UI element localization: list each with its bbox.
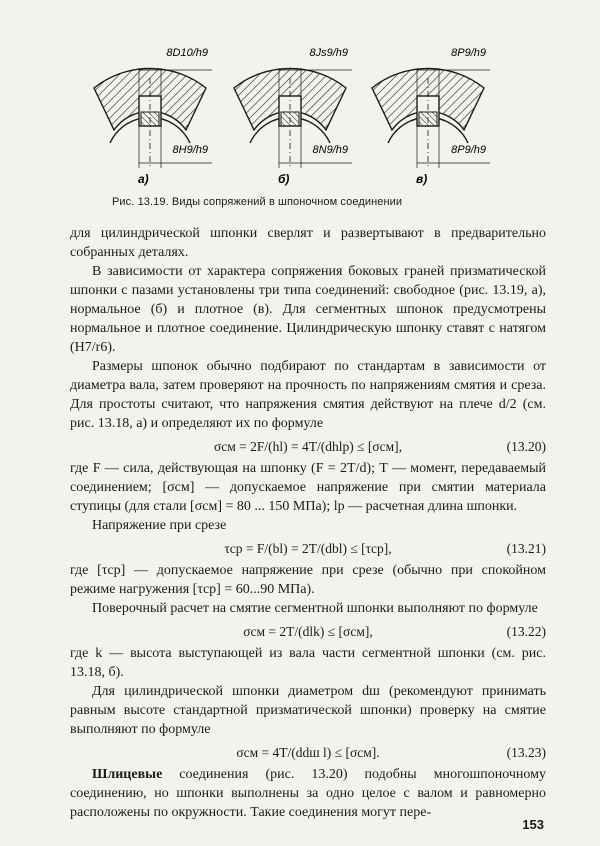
paragraph: где k — высота выступающей из вала части сегментной шпонки (см. рис. 13.18, б).: [70, 646, 546, 680]
panel-letter-c: в): [416, 172, 428, 186]
body-text: [70, 224, 546, 822]
paragraph: Напряжение при срезе: [92, 518, 227, 533]
fit-label-b-top: 8Js9/h9: [309, 47, 348, 59]
formula-expression: σсм = 2F/(hl) = 4T/(dhlр) ≤ [σсм],: [213, 439, 403, 454]
formula-13-21: [70, 535, 546, 561]
paragraph: Поверочный расчет на смятие сегментной шпонки выполняют по формуле: [92, 601, 538, 616]
panel-c: [372, 47, 490, 186]
formula-13-20: [70, 433, 546, 459]
fit-label-b-bottom: 8N9/h9: [312, 144, 348, 156]
fit-label-a-bottom: 8H9/h9: [172, 144, 208, 156]
key-fit-diagrams: [90, 18, 510, 193]
formula-expression: σсм = 4T/(ddш l) ≤ [σсм].: [236, 745, 380, 760]
formula-13-22: [70, 618, 546, 644]
formula-13-23: [70, 739, 546, 765]
paragraph: Размеры шпонок обычно подбирают по стандартам в зависимости от диаметра вала, затем проверяют на прочность по напряжениям смятия и среза. Для простоты считают, что напряжения смятия действуют на плече d/2 (см. рис. 13.18, а) и определяют их по формуле: [70, 359, 546, 431]
figure-13-19: [90, 18, 510, 193]
paragraph: Для цилиндрической шпонки диаметром dш (рекомендуют принимать равным высоте стандартной призматической шпонки) проверку на смятие выполняют по формуле: [70, 684, 546, 737]
paragraph: где [τср] — допускаемое напряжение при срезе (обычно при спокойном режиме нагружения [τср] = 60...90 МПа).: [70, 563, 546, 597]
fit-label-c-top: 8P9/h9: [451, 47, 486, 59]
panel-letter-a: а): [138, 172, 149, 186]
paragraph: В зависимости от характера сопряжения боковых граней призматической шпонки с пазами установлены три типа соединений: свободное (рис. 13.19, а), нормальное (б) и плотное (в). Для сегментных шпонок предусмотрены нормальное и плотное соединение. Цилиндрическую шпонку ставят с натягом (H7/r6).: [70, 264, 546, 355]
formula-number: (13.23): [506, 745, 546, 760]
term-spline: Шлицевые: [92, 767, 163, 782]
formula-expression: σсм = 2T/(dlk) ≤ [σсм],: [243, 624, 373, 639]
formula-number: (13.22): [506, 624, 546, 639]
fit-label-c-bottom: 8P9/h9: [451, 144, 486, 156]
paragraph: для цилиндрической шпонки сверлят и развертывают в предварительно собранных деталях.: [70, 226, 546, 260]
fit-label-a-top: 8D10/h9: [166, 47, 208, 59]
panel-b: [234, 47, 352, 186]
paragraph: где F — сила, действующая на шпонку (F = 2T/d); T — момент, передаваемый соединением; [σсм] — допускаемое напряжение при смятии материала ступицы (для стали [σсм] = 80 ... 150 МПа); lр — расчетная длина шпонки.: [70, 461, 546, 514]
paragraph-rest: соединения (рис. 13.20) подобны многошпоночному соединению, но шпонки выполнены за одно целое с валом и равномерно расположены по окружности. Такие соединения могут пере-: [70, 767, 546, 820]
page-number: 153: [522, 817, 544, 832]
figure-caption: Рис. 13.19. Виды сопряжений в шпоночном соединении: [112, 196, 403, 208]
paragraph: [70, 765, 546, 822]
formula-number: (13.20): [506, 439, 546, 454]
formula-expression: τср = F/(bl) = 2T/(dbl) ≤ [τср],: [224, 541, 392, 556]
panel-letter-b: б): [278, 172, 290, 186]
panel-a: [94, 47, 212, 186]
formula-number: (13.21): [506, 541, 546, 556]
